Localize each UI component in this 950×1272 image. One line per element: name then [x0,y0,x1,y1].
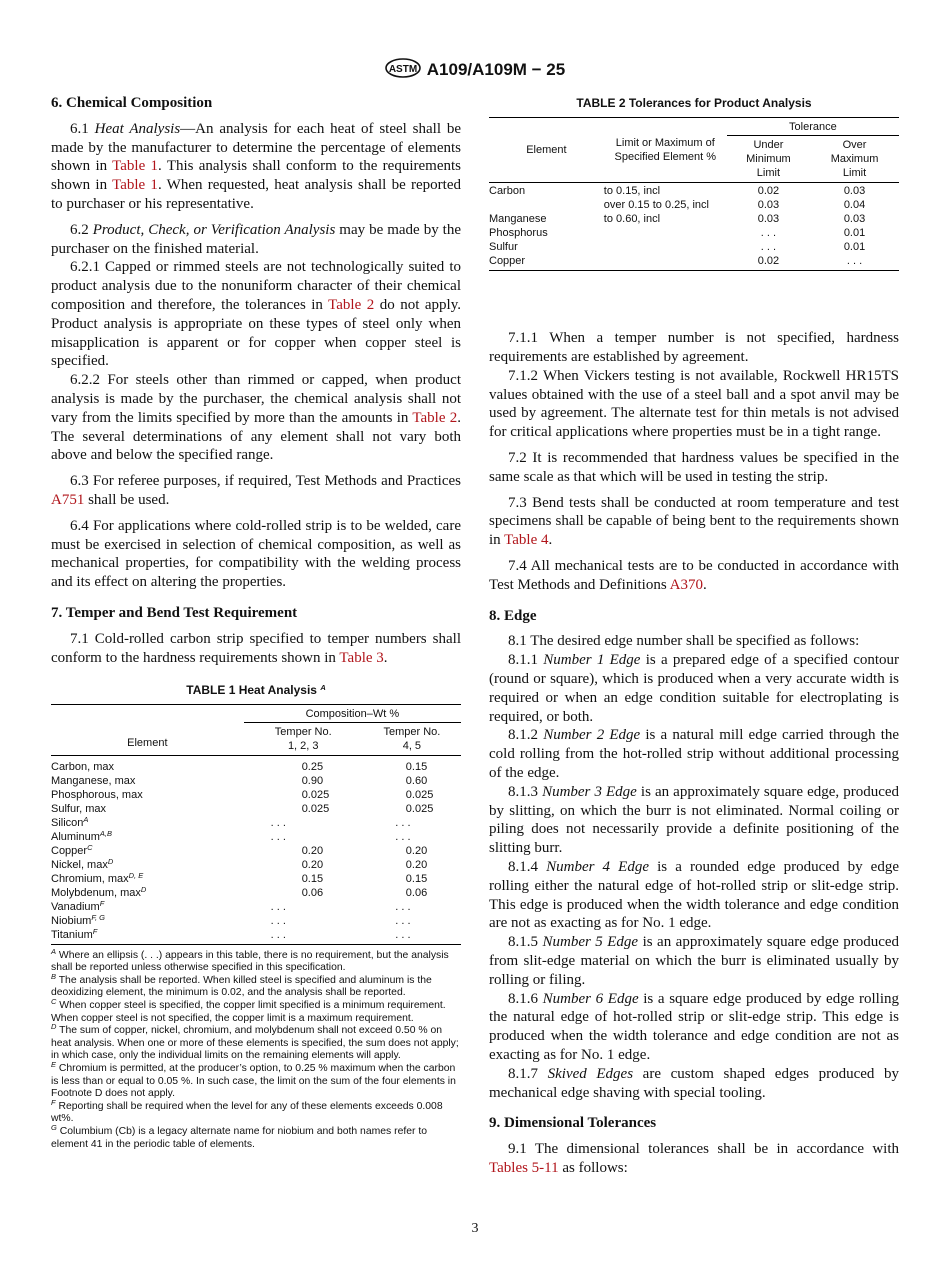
para-8-1-3: 8.1.3 Number 3 Edge is an approximately square edge, produced by slitting, on which the burr is not eliminated. Normal coiling or piling does not necessarily provide a definite positioning of the slitting burr. [489,783,900,857]
table-4-link[interactable]: Table 4 [504,532,549,549]
para-8-1-7: 8.1.7 Skived Edges are custom shaped edges produced by mechanical edge shaving with special tooling. [489,1065,899,1101]
element-header: Element [127,736,168,749]
table-row: Titanium$^F$ . . . . . . [51,928,461,945]
table-row: Silicon$^A$ . . . . . . [51,814,411,829]
footnote: $^C$ When copper steel is specified, the copper limit specified is a minimum requirement. When copper steel is not specified, the copper limit is a maximum requirement. [51,996,446,1024]
under-min-header: Under Minimum Limit [746,138,791,179]
table-row: Manganese, max 0.90 0.60 [51,774,428,787]
temper-1-header: Temper No. 1, 2, 3 [274,726,332,753]
table-2-link[interactable]: Table 2 [412,409,458,426]
para-9-1: 9.1 The dimensional tolerances shall be in accordance with Tables 5-11 as follows: [489,1141,899,1176]
para-7-3: 7.3 Bend tests shall be conducted at room temperature and test specimens shall be capable of being bent to the requirements shown in Table 4. [489,494,899,549]
astm-logo-icon [385,58,421,78]
footnote: $^D$ The sum of copper, nickel, chromium, and molybdenum shall not exceed 0.50 % on heat analysis. When one or more of these elements is specified, the sum does not apply; in which case, only the individual limits on the remaining elements will apply. [51,1022,459,1062]
table-row: Aluminum$^{A,B}$ . . . . . . [51,828,411,843]
table-row: Copper 0.02 . . . [489,254,899,271]
para-8-1-6: 8.1.6 Number 6 Edge is a square edge produced by edge rolling the natural edge of hot-rolled strip or slit-edge strip. This edge is produced when the width tolerance and edge condition are not as exacting as for No. 1 edge. [489,990,900,1063]
table-row: Carbon to 0.15, incl 0.02 0.03 [489,185,866,198]
table-row: Manganese to 0.60, incl 0.03 0.03 [489,213,866,226]
para-8-1: 8.1 The desired edge number shall be specified as follows: [508,633,860,650]
para-7-1: 7.1 Cold-rolled carbon strip specified to temper numbers shall conform to the hardness requirements shown in Table 3. [51,630,461,666]
table-1 [51,704,461,945]
para-8-1-4: 8.1.4 Number 4 Edge is a rounded edge produced by edge rolling either the natural edge of hot-rolled strip or slit-edge strip. This edge is produced when the width tolerance and edge condition are not as exacting as for No. 1 edge. [489,859,899,932]
table-row: Niobium$^{F, G}$ . . . . . . [51,912,411,927]
table-3-link[interactable]: Table 3 [339,649,384,666]
table-1-title: TABLE 1 Heat Analysis $^A$ [186,683,326,698]
para-8-1-2: 8.1.2 Number 2 Edge is a natural mill edge carried through the cold rolling from the hot-rolled strip without additional processing of the edge. [489,727,900,782]
footnote: $^A$ Where an ellipsis (. . .) appears in this table, there is no requirement, but the analysis shall be reported unless otherwise specified in this specification. [51,946,449,974]
table-row: Phosphorous, max 0.025 0.025 [51,788,434,801]
table-row: Chromium, $\max^{D, E}$ 0.15 0.15 [51,870,428,885]
para-7-1-2: 7.1.2 When Vickers testing is not available, Rockwell HR15TS values obtained with the use of a steel ball and a spot anvil may be used by agreement. The alternate test for thin metals is not advised for critical applications where properties must be in a tight range. [489,367,899,441]
table-2-link[interactable]: Table 2 [328,296,375,313]
over-max-header: Over Maximum Limit [830,138,879,179]
table-row: Copper$^C$ 0.20 0.20 [51,842,428,857]
a370-link[interactable]: A370 [669,576,703,593]
para-7-4: 7.4 All mechanical tests are to be conducted in accordance with Test Methods and Definitions A370. [489,558,899,593]
designation: A109/A109M − 25 [426,60,566,79]
footnote: $^G$ Columbium (Cb) is a legacy alternate name for niobium and both names refer to element 41 in the periodic table of elements. [51,1122,428,1150]
composition-header: Composition–Wt % [244,705,461,723]
table-row: Phosphorus . . . 0.01 [489,227,866,240]
a751-link[interactable]: A751 [51,491,85,508]
para-6-3: 6.3 For referee purposes, if required, Test Methods and Practices A751 shall be used. [51,473,461,508]
footnote: $^E$ Chromium is permitted, at the producer’s option, to 0.25 % maximum when the carbon is less than or equal to 0.05 %. In such case, the limit on the sum of the four elements in Footnote D does not apply. [51,1059,456,1100]
element-header: Element [526,143,567,156]
footnote: $^F$ Reporting shall be required when the level for any of these elements exceeds 0.008 wt%. [51,1097,443,1125]
table-2 [489,117,899,272]
table-1-link[interactable]: Table 1 [112,158,159,175]
para-6-4: 6.4 For applications where cold-rolled strip is to be welded, care must be exercised in selection of chemical composition, as well as mechanical properties, for compatibility with the welding process and its effect on altering the properties. [51,517,461,591]
table-row: Sulfur . . . 0.01 [489,241,866,254]
section-7-heading: 7. Temper and Bend Test Requirement [51,604,298,621]
section-6-heading: 6. Chemical Composition [51,95,213,111]
para-8-1-1: 8.1.1 Number 1 Edge is a prepared edge of a specified contour (round or square), which is produced when a very accurate width is required or when an edge condition suitable for electroplating is required, or both. [489,652,900,725]
page-header [0,58,950,80]
table-1-footnotes [51,946,461,1152]
right-column [489,94,899,1178]
table-row: Vanadium$^F$ . . . . . . [51,898,411,913]
para-8-1-5: 8.1.5 Number 5 Edge is an approximately square edge produced from slit-edge material on which the burr is eliminated usually by rolling or filing. [489,934,900,988]
para-7-2: 7.2 It is recommended that hardness values be specified in the same scale as that which will be used in testing the strip. [489,450,899,485]
tables-5-11-link[interactable]: Tables 5-11 [489,1159,559,1176]
page-number: 3 [471,1221,479,1236]
table-row: over 0.15 to 0.25, incl 0.03 0.04 [603,199,866,212]
table-row: Molybdenum, $\max^D$ 0.06 0.06 [51,884,428,899]
section-9-heading: 9. Dimensional Tolerances [489,1115,657,1132]
temper-2-header: Temper No. 4, 5 [383,726,441,753]
para-7-1-1: 7.1.1 When a temper number is not specified, hardness requirements are established by agreement. [489,330,899,366]
para-6-2-1: 6.2.1 Capped or rimmed steels are not technologically suited to product analysis due to the nonuniform character of their chemical composition and therefore, the tolerances in Table 2 do not apply. Product analysis is appropriate on these types of steel only when misapplication is apparent or for copper when copper steel is specified. [51,259,461,370]
para-6-2: 6.2 Product, Check, or Verification Analysis may be made by the purchaser on the finished material. [51,221,461,257]
tolerance-header: Tolerance [727,117,899,135]
svg-text:ASTM: ASTM [388,64,417,75]
table-row: Nickel, $\max^D$ 0.20 0.20 [51,856,428,871]
table-row: Carbon, max 0.25 0.15 [51,760,428,773]
limit-header: Limit or Maximum of Specified Element % [614,136,717,163]
table-2-title: TABLE 2 Tolerances for Product Analysis [576,96,812,110]
para-6-2-2: 6.2.2 For steels other than rimmed or capped, when product analysis is made by the purchaser, the chemical analysis shall not vary from the limits specified by more than the amounts in Table 2. The several determinations of any element shall not vary both above and below the specified range. [51,372,461,464]
para-6-1: 6.1 Heat Analysis—An analysis for each heat of steel shall be made by the manufacturer to determine the percentage of elements shown in Table 1. This analysis shall conform to the requirements shown in Table 1. When requested, heat analysis shall be reported to purchaser or his representative. [51,120,462,212]
table-row: Sulfur, max 0.025 0.025 [51,802,434,815]
section-8-heading: 8. Edge [489,607,537,624]
footnote: $^B$ The analysis shall be reported. When killed steel is specified and aluminum is the deoxidizing element, the minimum is 0.02, and the analysis shall be reported. [51,971,432,999]
left-column [51,94,461,1151]
table-1-link[interactable]: Table 1 [112,177,158,194]
